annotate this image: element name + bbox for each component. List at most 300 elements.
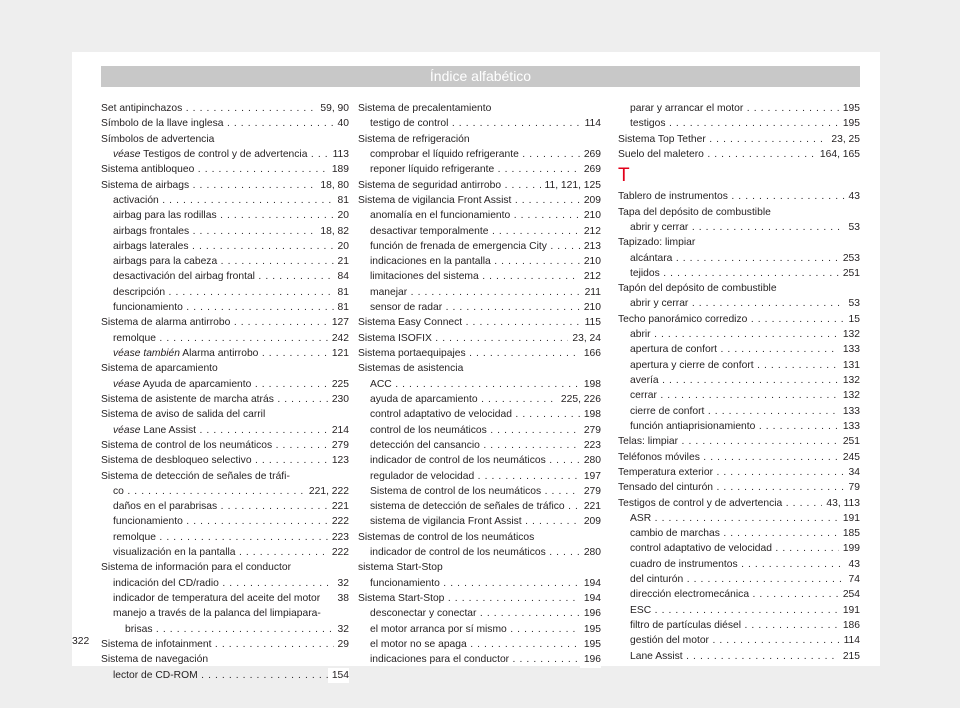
index-entry	[358, 162, 601, 177]
entry-term: funcionamiento	[370, 577, 440, 589]
entry-page-ref[interactable]: 84	[334, 269, 349, 284]
index-entry	[101, 239, 349, 254]
entry-term: regulador de velocidad	[370, 470, 475, 482]
entry-term: detección del cansancio	[370, 439, 480, 451]
entry-page-ref[interactable]: 222	[328, 545, 349, 560]
entry-term: indicaciones en la pantalla	[370, 256, 491, 268]
entry-term: Sistema Easy Connect	[358, 317, 463, 329]
entry-page-ref[interactable]: 279	[580, 423, 601, 438]
entry-term: Tensado del cinturón	[618, 482, 714, 494]
index-entry	[101, 484, 349, 499]
entry-term: Sistema de alarma antirrobo	[101, 317, 231, 329]
see-reference: véase	[113, 424, 141, 436]
entry-term: Testigos de control y de advertencia	[618, 497, 783, 509]
entry-term: abrir	[630, 329, 651, 341]
entry-page-ref[interactable]: 269	[580, 147, 601, 162]
entry-page-ref[interactable]: 186	[839, 618, 860, 633]
entry-term: Sistema de aparcamiento	[101, 363, 218, 375]
index-entry	[358, 469, 601, 484]
entry-term: Símbolo de la llave inglesa	[101, 118, 224, 130]
entry-term: Sistema de información para el conductor	[101, 562, 292, 574]
entry-term: control de los neumáticos	[370, 424, 487, 436]
entry-term: visualización en la pantalla	[113, 547, 236, 559]
index-entry	[358, 652, 601, 667]
index-entry	[618, 572, 860, 587]
entry-page-ref[interactable]: 34	[845, 465, 860, 480]
entry-term: abrir y cerrar	[630, 298, 689, 310]
entry-term: testigo de control	[370, 118, 449, 130]
entry-term: Tapa del depósito de combustible	[618, 206, 771, 218]
entry-page-ref[interactable]: 251	[839, 434, 860, 449]
entry-term: manejo a través de la palanca del limpiapara-	[113, 608, 321, 620]
index-entry	[618, 541, 860, 556]
index-entry	[101, 606, 349, 621]
index-entry	[618, 101, 860, 116]
entry-term: avería	[630, 375, 659, 386]
index-entry	[101, 423, 349, 438]
index-entry	[618, 465, 860, 480]
index-entry	[618, 342, 860, 357]
entry-page-ref[interactable]: 221	[328, 499, 349, 514]
entry-term: indicador de control de los neumáticos	[370, 455, 546, 467]
entry-page-ref[interactable]: 113	[329, 147, 349, 162]
index-entry	[618, 373, 860, 388]
entry-page-ref[interactable]: 253	[839, 251, 860, 266]
entry-term: desactivación del airbag frontal	[113, 271, 255, 283]
entry-page-ref[interactable]: 251	[839, 266, 860, 281]
index-column-3	[618, 101, 860, 664]
index-entry	[358, 116, 601, 131]
entry-term: Techo panorámico corredizo	[618, 313, 748, 325]
entry-term: Sistema de airbags	[101, 179, 190, 191]
entry-page-ref[interactable]: 269	[580, 162, 601, 177]
index-column-1	[101, 101, 349, 683]
entry-page-ref[interactable]: 53	[845, 296, 860, 311]
entry-page-ref[interactable]: 212	[580, 269, 601, 284]
entry-page-ref[interactable]: 132	[839, 388, 860, 403]
index-entry	[358, 438, 601, 453]
entry-term: control adaptativo de velocidad	[630, 543, 772, 555]
entry-term: Sistema de infotainment	[101, 638, 212, 650]
entry-page-ref[interactable]: 38	[334, 591, 349, 606]
index-entry	[101, 269, 349, 284]
entry-page-ref[interactable]: 23, 24	[568, 331, 601, 346]
entry-term: reponer líquido refrigerante	[370, 164, 495, 176]
entry-term: remolque	[113, 531, 156, 543]
index-entry	[358, 224, 601, 239]
index-entry	[358, 591, 601, 606]
index-entry	[358, 637, 601, 652]
entry-page-ref[interactable]: 20	[334, 208, 349, 223]
index-entry	[618, 312, 860, 327]
index-entry	[618, 235, 860, 250]
entry-page-ref[interactable]: 131	[839, 358, 860, 373]
index-entry	[618, 587, 860, 602]
entry-term: Sistemas de control de los neumáticos	[358, 531, 535, 543]
index-entry	[618, 526, 860, 541]
index-entry	[358, 361, 601, 376]
entry-term: Sistema Start-Stop	[358, 593, 445, 604]
entry-term: Telas: limpiar	[618, 436, 679, 448]
entry-term: indicador de temperatura del aceite del motor	[113, 593, 321, 604]
entry-term: desactivar temporalmente	[370, 225, 489, 237]
entry-term: activación	[113, 194, 159, 206]
entry-term: Tapizado: limpiar	[618, 237, 696, 249]
entry-term: sensor de radar	[370, 302, 443, 314]
entry-page-ref[interactable]: 127	[328, 315, 349, 330]
entry-term: el motor arranca por sí mismo	[370, 623, 507, 635]
entry-page-ref[interactable]: 133	[839, 419, 860, 434]
entry-term: cambio de marchas	[630, 528, 720, 540]
index-entry	[358, 132, 601, 147]
entry-term: control adaptativo de velocidad	[370, 409, 512, 421]
entry-term: Sistema de desbloqueo selectivo	[101, 455, 252, 467]
entry-page-ref[interactable]: 225, 226	[557, 392, 601, 407]
entry-term: Sistema de seguridad antirrobo	[358, 179, 502, 191]
index-entry	[101, 407, 349, 422]
entry-term: Testigos de control y de advertencia	[143, 148, 308, 160]
index-entry	[358, 178, 601, 193]
index-entry	[101, 101, 349, 116]
index-entry	[618, 266, 860, 281]
entry-page-ref[interactable]: 154	[328, 668, 349, 683]
entry-term: desconectar y conectar	[370, 608, 477, 620]
entry-term: alcántara	[630, 252, 673, 264]
entry-term: del cinturón	[630, 574, 684, 586]
index-entry	[101, 637, 349, 652]
index-entry	[101, 300, 349, 315]
index-entry	[101, 668, 349, 683]
entry-page-ref[interactable]: 210	[580, 300, 601, 315]
entry-page-ref[interactable]: 199	[839, 541, 860, 556]
index-entry	[358, 208, 601, 223]
entry-page-ref[interactable]: 59, 90	[316, 101, 349, 116]
index-entry	[618, 496, 860, 511]
entry-page-ref[interactable]: 191	[839, 603, 860, 618]
index-entry	[618, 618, 860, 633]
entry-page-ref[interactable]: 189	[328, 162, 349, 177]
index-entry	[618, 388, 860, 403]
index-entry	[358, 576, 601, 591]
entry-page-ref[interactable]: 81	[334, 193, 349, 208]
index-entry	[358, 331, 601, 346]
entry-term: indicador de control de los neumáticos	[370, 547, 546, 559]
index-entry	[101, 453, 349, 468]
index-entry	[101, 622, 349, 637]
index-entry	[101, 254, 349, 269]
entry-term: cerrar	[630, 390, 657, 402]
entry-page-ref[interactable]: 242	[328, 331, 349, 346]
index-entry	[358, 560, 601, 575]
index-entry	[358, 407, 601, 422]
index-entry	[358, 499, 601, 514]
entry-term: comprobar el líquido refrigerante	[370, 148, 519, 160]
index-entry	[101, 116, 349, 131]
entry-term: gestión del motor	[630, 635, 709, 647]
index-entry	[101, 331, 349, 346]
entry-page-ref[interactable]: 32	[334, 622, 349, 637]
index-entry	[101, 545, 349, 560]
index-entry	[101, 315, 349, 330]
entry-page-ref[interactable]: 18, 82	[316, 224, 349, 239]
entry-term: el motor no se apaga	[370, 638, 467, 650]
entry-page-ref[interactable]: 213	[580, 239, 601, 254]
index-entry	[618, 603, 860, 618]
entry-page-ref[interactable]: 279	[328, 438, 349, 453]
entry-term: Símbolos de advertencia	[101, 133, 215, 145]
entry-page-ref[interactable]: 198	[580, 407, 601, 422]
index-entry	[618, 147, 860, 162]
entry-page-ref[interactable]: 221	[580, 499, 601, 514]
entry-page-ref[interactable]: 196	[580, 606, 601, 621]
entry-term: parar y arrancar el motor	[630, 103, 744, 114]
index-entry	[358, 530, 601, 545]
entry-page-ref[interactable]: 280	[580, 545, 601, 560]
entry-page-ref[interactable]: 133	[839, 404, 860, 419]
entry-page-ref[interactable]: 114	[840, 633, 860, 648]
entry-page-ref[interactable]: 222	[328, 514, 349, 529]
entry-term: Sistemas de asistencia	[358, 363, 464, 375]
entry-page-ref[interactable]: 209	[580, 514, 601, 529]
index-entry	[101, 652, 349, 667]
index-entry	[101, 560, 349, 575]
entry-page-ref[interactable]: 223	[328, 530, 349, 545]
index-entry	[358, 423, 601, 438]
see-reference: véase también	[113, 348, 180, 359]
index-entry	[358, 239, 601, 254]
entry-page-ref[interactable]: 115	[581, 315, 601, 330]
index-entry	[101, 224, 349, 239]
entry-page-ref[interactable]: 280	[580, 453, 601, 468]
index-entry	[358, 392, 601, 407]
entry-term: testigos	[630, 118, 666, 130]
index-entry	[618, 251, 860, 266]
entry-term: daños en el parabrisas	[113, 501, 218, 513]
entry-term: sistema Start-Stop	[358, 562, 443, 574]
entry-page-ref[interactable]: 223	[580, 438, 601, 453]
see-reference: véase	[113, 148, 141, 160]
entry-page-ref[interactable]: 164, 165	[816, 147, 860, 162]
entry-page-ref[interactable]: 215	[839, 649, 860, 664]
index-entry	[101, 178, 349, 193]
entry-term: apertura y cierre de confort	[630, 359, 754, 371]
entry-term: tejidos	[630, 267, 660, 279]
entry-term: ESC	[630, 604, 652, 616]
index-entry	[101, 514, 349, 529]
entry-term: filtro de partículas diésel	[630, 620, 742, 631]
entry-page-ref[interactable]: 40	[334, 116, 349, 131]
entry-term: Suelo del maletero	[618, 148, 704, 160]
entry-term: Sistema de navegación	[101, 654, 209, 666]
entry-page-ref[interactable]: 279	[580, 484, 601, 499]
index-entry	[358, 315, 601, 330]
entry-term: cierre de confort	[630, 405, 705, 417]
entry-term: Sistema de precalentamiento	[358, 103, 492, 114]
index-entry	[618, 205, 860, 220]
entry-term: Temperatura exterior	[618, 466, 713, 478]
index-entry	[358, 101, 601, 116]
index-entry	[358, 147, 601, 162]
entry-page-ref[interactable]: 123	[328, 453, 349, 468]
entry-page-ref[interactable]: 194	[580, 576, 601, 591]
entry-page-ref[interactable]: 195	[839, 116, 860, 131]
index-entry	[618, 434, 860, 449]
entry-term: remolque	[113, 332, 156, 344]
entry-page-ref[interactable]: 32	[334, 576, 349, 591]
entry-page-ref[interactable]: 230	[328, 392, 349, 407]
entry-term: funcionamiento	[113, 302, 183, 314]
index-entry	[101, 499, 349, 514]
entry-term: Sistema de control de los neumáticos	[101, 439, 273, 451]
index-entry	[618, 633, 860, 648]
index-entry	[358, 285, 601, 300]
entry-term: ayuda de aparcamiento	[370, 393, 478, 405]
entry-term: Tablero de instrumentos	[618, 191, 728, 203]
entry-page-ref[interactable]: 225	[328, 377, 349, 392]
index-entry	[101, 469, 349, 484]
entry-term: ACC	[370, 378, 392, 390]
index-entry	[358, 269, 601, 284]
index-entry	[618, 220, 860, 235]
index-entry	[618, 649, 860, 664]
entry-term: función antiaprisionamiento	[630, 420, 756, 432]
entry-term: Teléfonos móviles	[618, 451, 700, 463]
entry-page-ref[interactable]: 195	[839, 101, 860, 116]
index-entry	[358, 254, 601, 269]
entry-term: Sistema ISOFIX	[358, 332, 432, 344]
index-entry	[101, 162, 349, 177]
entry-page-ref[interactable]: 81	[334, 285, 349, 300]
entry-term: limitaciones del sistema	[370, 271, 479, 283]
entry-page-ref[interactable]: 11, 121, 125	[541, 178, 602, 193]
entry-term: airbags laterales	[113, 240, 189, 252]
entry-term: Alarma antirrobo	[182, 348, 259, 359]
entry-page-ref[interactable]: 185	[839, 526, 860, 541]
entry-term: airbag para las rodillas	[113, 210, 217, 222]
entry-page-ref[interactable]: 18, 80	[316, 178, 349, 193]
index-entry	[101, 285, 349, 300]
index-entry	[358, 545, 601, 560]
entry-page-ref[interactable]: 20	[334, 239, 349, 254]
entry-term: dirección electromecánica	[630, 589, 750, 601]
entry-page-ref[interactable]: 43	[845, 557, 860, 572]
entry-term: manejar	[370, 286, 408, 298]
entry-term: lector de CD-ROM	[113, 669, 198, 681]
entry-term: abrir y cerrar	[630, 221, 689, 233]
entry-term: descripción	[113, 286, 166, 298]
index-entry	[618, 419, 860, 434]
index-entry	[618, 327, 860, 342]
entry-term: airbags para la cabeza	[113, 256, 218, 268]
entry-page-ref[interactable]: 210	[580, 254, 601, 269]
entry-term: Sistema portaequipajes	[358, 348, 466, 359]
entry-page-ref[interactable]: 221, 222	[305, 484, 349, 499]
entry-page-ref[interactable]: 21	[334, 254, 349, 269]
index-entry	[618, 404, 860, 419]
entry-page-ref[interactable]: 245	[839, 450, 860, 465]
see-reference: véase	[113, 378, 141, 390]
entry-term: anomalía en el funcionamiento	[370, 210, 511, 222]
entry-page-ref[interactable]: 121	[328, 346, 349, 361]
entry-page-ref[interactable]: 198	[580, 377, 601, 392]
entry-term: Sistema antibloqueo	[101, 164, 195, 176]
entry-page-ref[interactable]: 23, 25	[827, 132, 860, 147]
entry-page-ref[interactable]: 15	[845, 312, 860, 327]
entry-term: función de frenada de emergencia City	[370, 240, 547, 252]
index-entry	[358, 622, 601, 637]
index-column-2	[358, 101, 601, 668]
entry-page-ref[interactable]: 43	[845, 189, 860, 204]
entry-page-ref[interactable]: 74	[845, 572, 860, 587]
entry-term: Ayuda de aparcamiento	[142, 378, 252, 390]
entry-page-ref[interactable]: 254	[839, 587, 860, 602]
entry-page-ref[interactable]: 197	[580, 469, 601, 484]
entry-page-ref[interactable]: 214	[328, 423, 349, 438]
index-entry	[101, 392, 349, 407]
index-entry	[101, 438, 349, 453]
entry-page-ref[interactable]: 191	[839, 511, 860, 526]
entry-page-ref[interactable]: 194	[580, 591, 601, 606]
index-entry	[618, 132, 860, 147]
entry-term: funcionamiento	[113, 516, 183, 528]
index-entry	[358, 514, 601, 529]
entry-term: Sistema de refrigeración	[358, 133, 470, 145]
entry-page-ref[interactable]: 166	[580, 346, 601, 361]
index-entry	[358, 346, 601, 361]
entry-term: Sistema Top Tether	[618, 133, 706, 145]
index-entry	[618, 511, 860, 526]
entry-page-ref[interactable]: 132	[839, 327, 860, 342]
entry-page-ref[interactable]: 79	[845, 480, 860, 495]
entry-page-ref[interactable]: 81	[334, 300, 349, 315]
entry-page-ref[interactable]: 210	[580, 208, 601, 223]
index-entry	[358, 300, 601, 315]
index-entry	[101, 591, 349, 606]
entry-term: Sistema de control de los neumáticos	[370, 485, 542, 497]
index-entry	[101, 377, 349, 392]
entry-page-ref[interactable]: 196	[580, 652, 601, 667]
index-entry	[618, 281, 860, 296]
entry-page-ref[interactable]: 195	[580, 622, 601, 637]
index-entry	[618, 296, 860, 311]
entry-term: Sistema de detección de señales de tráfi-	[101, 470, 290, 482]
index-entry	[101, 576, 349, 591]
entry-term: airbags frontales	[113, 225, 190, 237]
entry-term: Tapón del depósito de combustible	[618, 283, 777, 295]
entry-page-ref[interactable]: 211	[581, 285, 601, 300]
index-entry	[358, 453, 601, 468]
entry-page-ref[interactable]: 53	[845, 220, 860, 235]
entry-page-ref[interactable]: 132	[839, 373, 860, 388]
entry-page-ref[interactable]: 114	[581, 116, 601, 131]
entry-page-ref[interactable]: 209	[580, 193, 601, 208]
entry-term: sistema de detección de señales de tráfico	[370, 501, 565, 513]
index-entry	[618, 480, 860, 495]
index-entry	[101, 208, 349, 223]
entry-page-ref[interactable]: 43, 113	[822, 496, 860, 511]
index-entry	[101, 530, 349, 545]
entry-page-ref[interactable]: 29	[334, 637, 349, 652]
entry-term: Lane Assist	[143, 424, 197, 436]
index-entry	[618, 116, 860, 131]
entry-page-ref[interactable]: 195	[580, 637, 601, 652]
index-entry	[101, 147, 349, 162]
entry-term: indicación del CD/radio	[113, 577, 219, 589]
index-entry	[101, 132, 349, 147]
entry-term: apertura de confort	[630, 344, 718, 356]
entry-page-ref[interactable]: 133	[839, 342, 860, 357]
entry-page-ref[interactable]: 212	[580, 224, 601, 239]
